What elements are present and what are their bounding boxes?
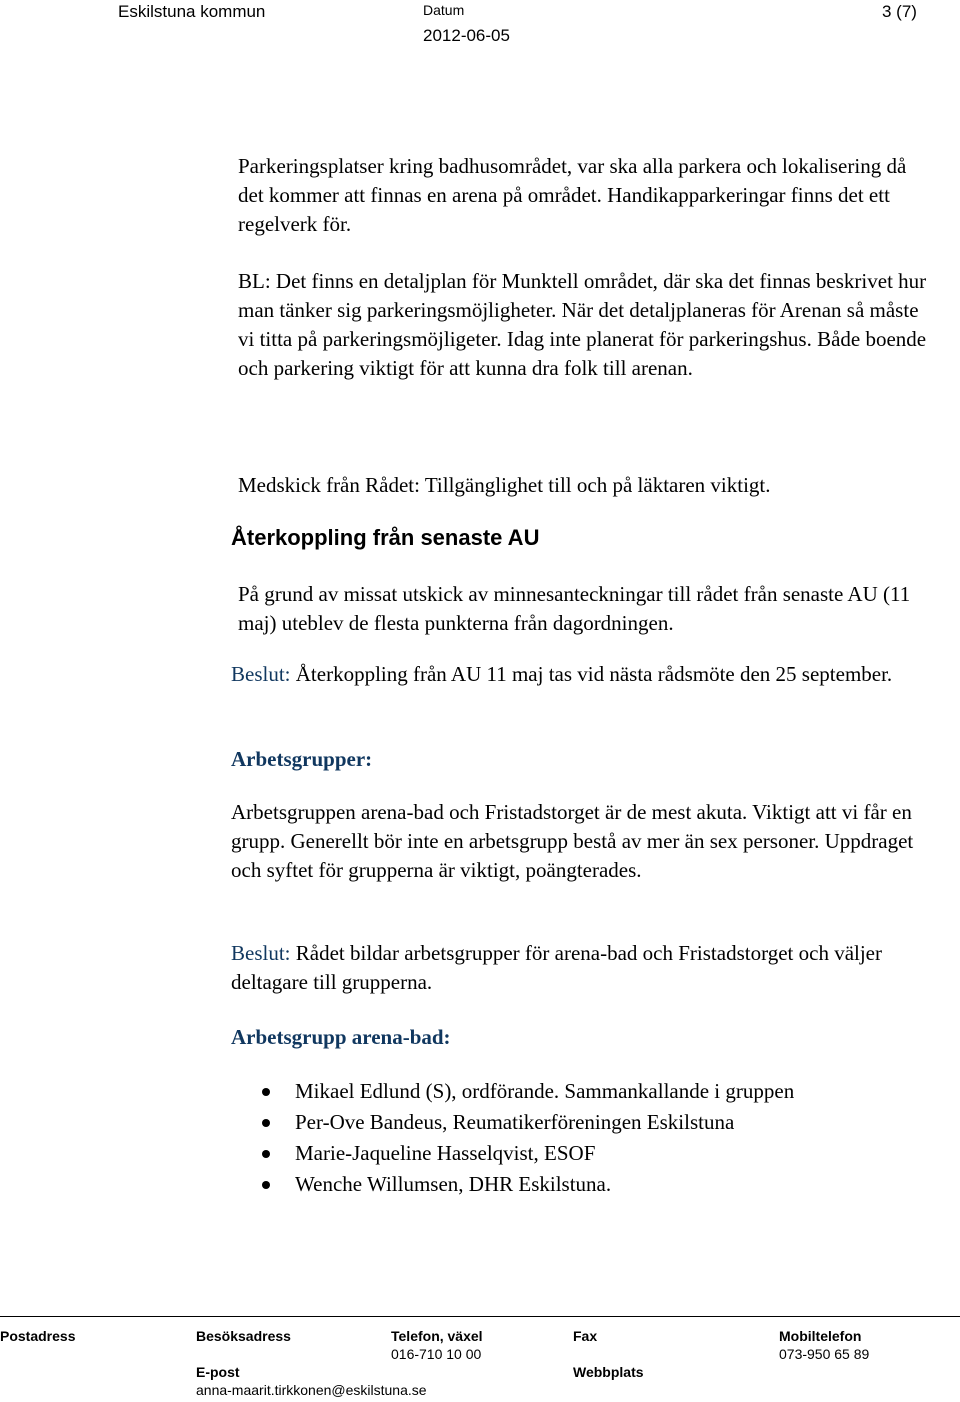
member-list [262, 1076, 794, 1200]
member-name: Wenche Willumsen, DHR Eskilstuna. [295, 1172, 612, 1196]
heading-arbetsgrupper: Arbetsgrupper: [231, 747, 373, 771]
footer-mobil-value: 073-950 65 89 [779, 1346, 870, 1362]
list-item [262, 1107, 794, 1138]
paragraph-medskick: Medskick från Rådet: Tillgänglighet till och på läktaren viktigt. [238, 473, 771, 497]
footer-epost-label: E-post [196, 1364, 240, 1380]
member-name: Mikael Edlund (S), ordförande. Sammankallande i gruppen [295, 1079, 795, 1103]
decision-2-text: Rådet bildar arbetsgrupper för arena-bad och Fristadstorget och väljer deltagare till grupperna. [231, 941, 882, 994]
footer-epost-value: anna-maarit.tirkkonen@eskilstuna.se [196, 1382, 427, 1398]
bullet-icon [262, 1088, 270, 1096]
bullet-icon [262, 1181, 270, 1189]
member-name: Marie-Jaqueline Hasselqvist, ESOF [295, 1141, 596, 1165]
paragraph-arbetsgrupper: Arbetsgruppen arena-bad och Fristadstorget är de mest akuta. Viktigt att vi får en grupp. Generellt bör inte en arbetsgrupp bestå av mer än sex personer. Uppdraget och syftet för grupperna är viktigt, poängterades. [231, 800, 914, 882]
member-name: Per-Ove Bandeus, Reumatikerföreningen Eskilstuna [295, 1110, 735, 1134]
footer-fax-label: Fax [573, 1328, 598, 1344]
list-item [262, 1169, 794, 1200]
heading-arena-bad: Arbetsgrupp arena-bad: [231, 1025, 451, 1049]
date-label: Datum [423, 2, 465, 18]
page-number: 3 (7) [882, 2, 917, 21]
bullet-icon [262, 1150, 270, 1158]
decision-1-text: Återkoppling från AU 11 maj tas vid nästa rådsmöte den 25 september. [290, 662, 893, 686]
decision-1-label: Beslut: [231, 662, 291, 686]
footer-telefon-value: 016-710 10 00 [391, 1346, 482, 1362]
document-date: 2012-06-05 [423, 26, 510, 45]
decision-1 [231, 660, 931, 689]
list-item [262, 1138, 794, 1169]
footer-telefon-label: Telefon, växel [391, 1328, 483, 1344]
footer-besoksadress-label: Besöksadress [196, 1328, 291, 1344]
footer-divider [0, 1316, 960, 1317]
list-item [262, 1076, 794, 1107]
footer-mobil-label: Mobiltelefon [779, 1328, 862, 1344]
heading-aterkoppling: Återkoppling från senaste AU [231, 525, 540, 550]
paragraph-parking: Parkeringsplatser kring badhusområdet, var ska alla parkera och lokalisering då det kommer att finnas en arena på området. Handikapparkeringar finns det ett regelverk för. [238, 154, 907, 236]
decision-2-label: Beslut: [231, 941, 291, 965]
footer-webb-label: Webbplats [573, 1364, 644, 1380]
paragraph-bl: BL: Det finns en detaljplan för Munktell området, där ska det finnas beskrivet hur man tänker sig parkeringsmöjligheter. När det detaljplaneras för Arenan så måste vi titta på parkeringsmöjligeter. Idag inte planerat för parkeringshus. Både boende och parkering viktigt för att kunna dra folk till arenan. [238, 269, 927, 380]
paragraph-aterkoppling: På grund av missat utskick av minnesanteckningar till rådet från senaste AU (11 maj) uteblev de flesta punkterna från dagordningen. [238, 582, 911, 635]
bullet-icon [262, 1119, 270, 1127]
decision-2 [231, 939, 956, 997]
organization-name: Eskilstuna kommun [118, 2, 266, 21]
footer-postadress-label: Postadress [0, 1328, 76, 1344]
